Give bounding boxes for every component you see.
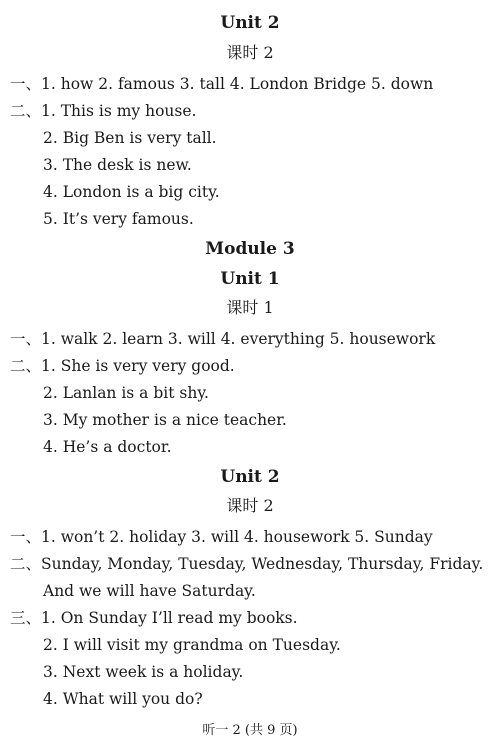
answer-line: 二、Sunday, Monday, Tuesday, Wednesday, Thursday, Friday. [10,555,484,573]
module-heading: Module 3 [205,239,295,259]
answer-line: 5. It’s very famous. [43,210,194,228]
lesson-heading: 课时 2 [226,496,274,515]
answer-line: And we will have Saturday. [43,582,256,600]
unit-heading: Unit 2 [220,467,280,487]
answer-line: 三、1. On Sunday I’ll read my books. [10,609,298,627]
lesson-heading: 课时 2 [226,43,274,62]
unit-heading: Unit 2 [220,13,280,33]
answer-line: 一、1. walk 2. learn 3. will 4. everything 5. housework [10,330,436,348]
unit-heading: Unit 1 [220,269,280,289]
answer-line: 一、1. won’t 2. holiday 3. will 4. housework 5. Sunday [10,528,433,546]
page-footer: 听一 2 (共 9 页) [202,723,298,738]
answer-line: 4. London is a big city. [43,183,220,201]
answer-line: 2. Lanlan is a bit shy. [43,384,209,402]
answer-line: 3. Next week is a holiday. [43,663,244,681]
answer-line: 2. Big Ben is very tall. [43,129,217,147]
answer-line: 3. My mother is a nice teacher. [43,411,287,429]
lesson-heading: 课时 1 [226,298,274,317]
answer-line: 二、1. This is my house. [10,102,197,120]
answer-line: 一、1. how 2. famous 3. tall 4. London Bridge 5. down [10,75,434,93]
answer-line: 4. He’s a doctor. [43,438,172,456]
answer-line: 3. The desk is new. [43,156,192,174]
answer-line: 2. I will visit my grandma on Tuesday. [43,636,341,654]
answer-line: 4. What will you do? [43,690,203,708]
answer-line: 二、1. She is very very good. [10,357,235,375]
